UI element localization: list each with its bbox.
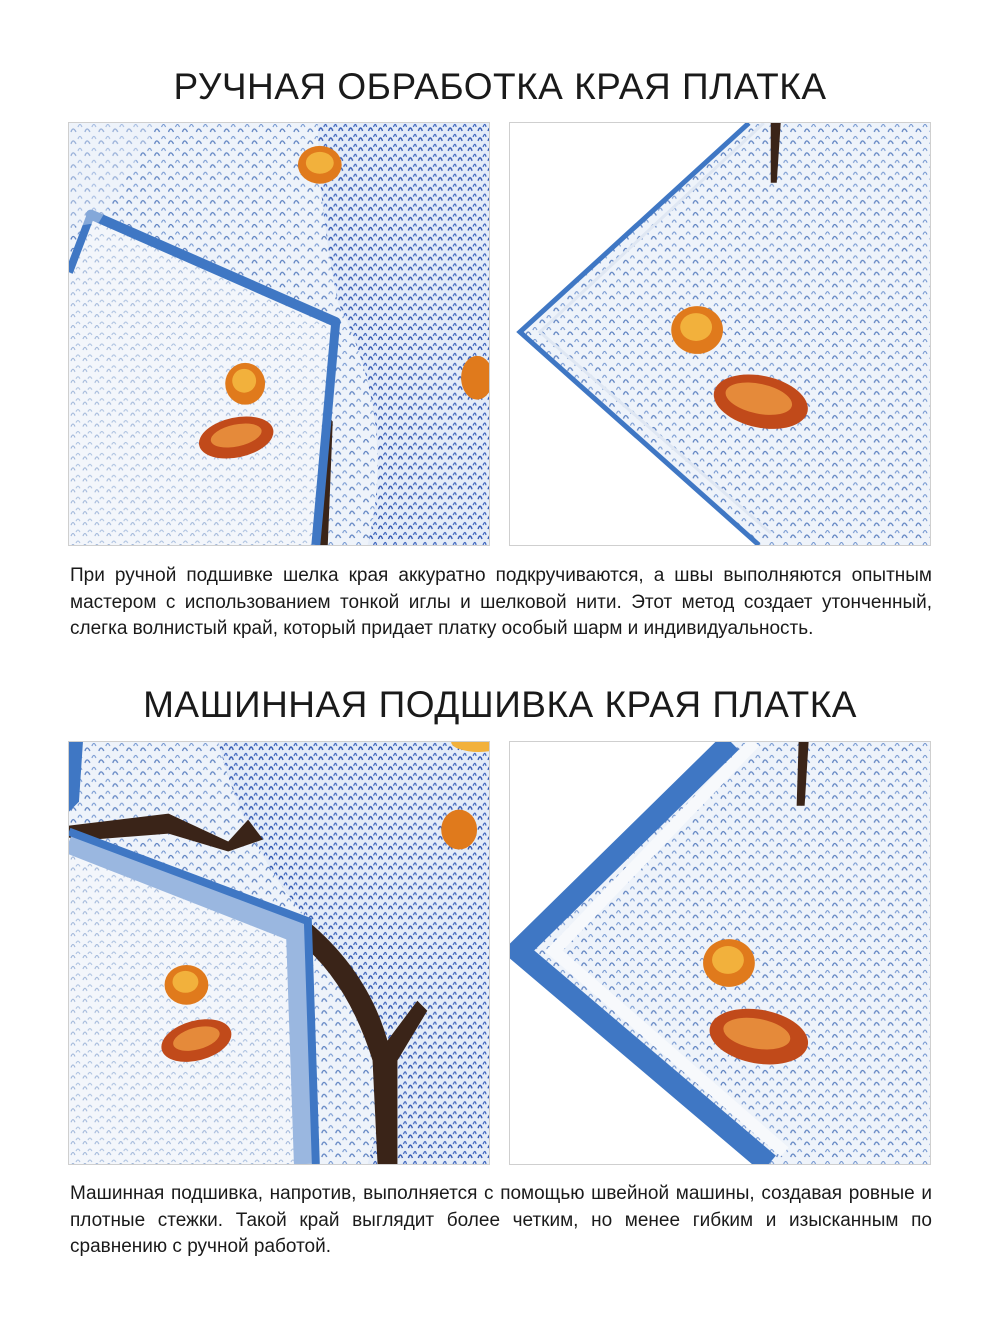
photo-hand-hem-folded-corner bbox=[68, 122, 490, 546]
machine-hem-description: Машинная подшивка, напротив, выполняется с помощью швейной машины, создавая ровные и плотные стежки. Такой край выглядит более четким, но менее гибким и изысканным по сравнению с ручной работой. bbox=[70, 1183, 932, 1257]
photo-machine-hem-folded-corner bbox=[68, 741, 490, 1165]
photo-hand-hem-flat-corner bbox=[509, 122, 931, 546]
scarf-corner-machine-illustration bbox=[510, 742, 930, 1164]
hand-hem-description: При ручной подшивке шелка края аккуратно подкручиваются, а швы выполняются опытным мастером с использованием тонкой иглы и шелковой нити. Этот метод создает утонченный, слегка волнистый край, который придает платку особый шарм и индивидуальность. bbox=[70, 565, 932, 639]
scarf-fold-machine-illustration bbox=[69, 742, 489, 1164]
photo-machine-hem-flat-corner bbox=[509, 741, 931, 1165]
section-title-hand-hem: РУЧНАЯ ОБРАБОТКА КРАЯ ПЛАТКА bbox=[173, 66, 827, 107]
scarf-corner-illustration bbox=[510, 123, 930, 545]
section-title-machine-hem: МАШИННАЯ ПОДШИВКА КРАЯ ПЛАТКА bbox=[143, 684, 857, 725]
scarf-fold-illustration bbox=[69, 123, 489, 545]
